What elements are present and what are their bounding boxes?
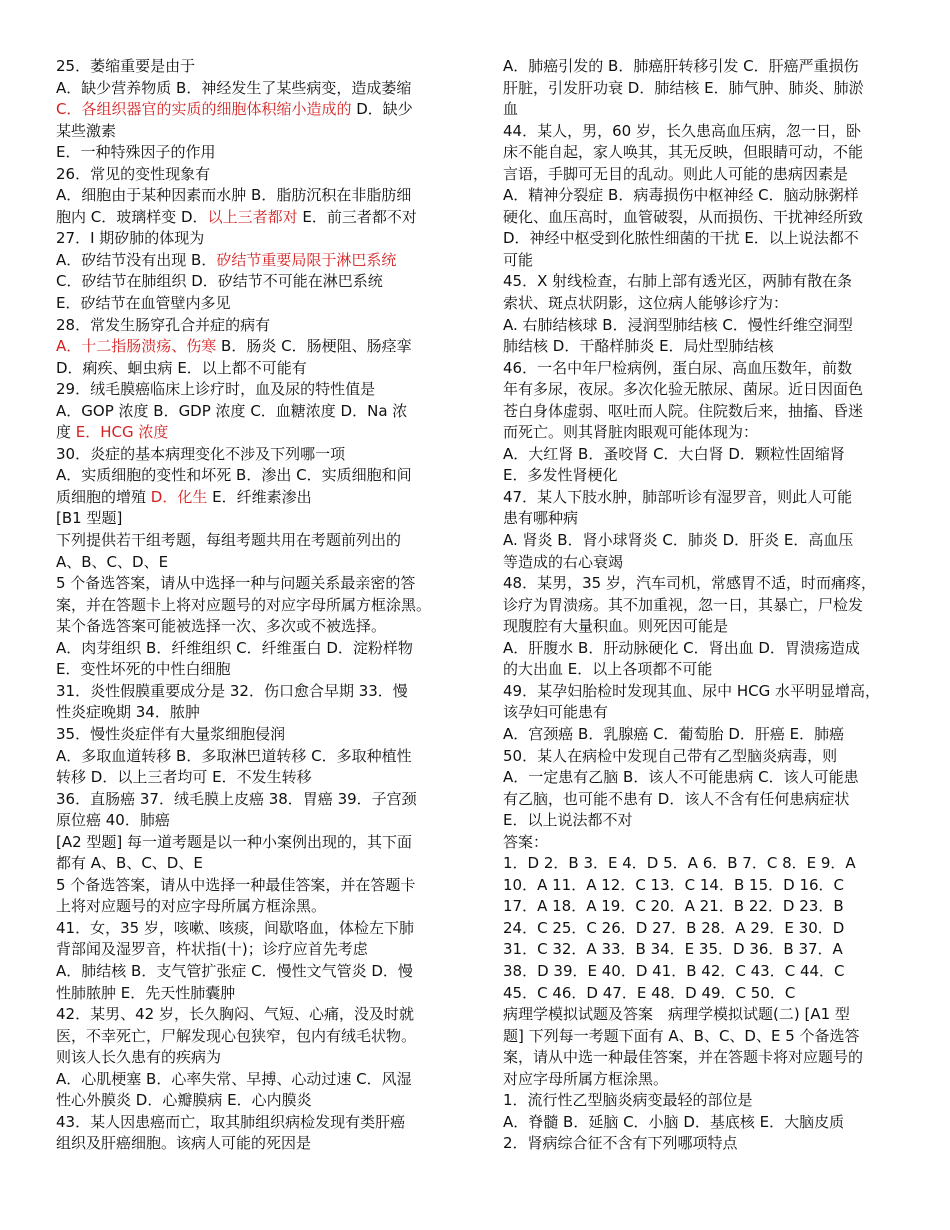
line-text: A、B、C、D、E [56,552,169,571]
line-text: 41．女，35 岁，咳嗽、咳痰，间歇咯血，体检左下肺 [56,918,414,937]
line-text: C．矽结节在肺组织 D．矽结节不可能在淋巴系统 [56,272,383,291]
text-line [56,767,452,789]
line-text: 46．一名中年尸检病例，蛋白尿、高血压数年，前数 [503,358,853,377]
highlighted-answer: E．HCG 浓度 [75,423,169,442]
line-text: A．细胞由于某种因素而水肿 B．脂肪沉积在非脂肪细 [56,186,412,205]
text-line [503,465,896,487]
line-text: 17．A 18．A 19．C 20．A 21．B 22．D 23．B [503,897,844,916]
line-text: 2．肾病综合征不含有下列哪项特点 [503,1134,738,1153]
text-line [56,1112,452,1134]
text-line [56,659,452,681]
text-line [503,487,896,509]
text-line [503,271,896,293]
text-line [56,918,452,940]
line-text: 胞内 C．玻璃样变 D． [56,207,208,226]
text-line [503,702,896,724]
line-text: 的大出血 E．以上各项都不可能 [503,660,713,679]
text-line [503,875,896,897]
text-line [56,1004,452,1026]
line-text: [B1 型题] [56,509,123,528]
line-text: 年有多尿，夜尿。多次化验无脓尿、菌尿。近日因面色 [503,380,864,399]
text-line [56,616,452,638]
text-line [56,638,452,660]
line-text: 有乙脑，也可能不患有 D．该人不含有任何患病症状 [503,789,850,808]
line-text: 38．D 39．E 40．D 41．B 42．C 43．C 44．C [503,961,845,980]
line-text: A．大红肾 B．蚤咬肾 C．大白肾 D．颗粒性固缩肾 [503,444,845,463]
text-line [56,1133,452,1155]
line-text: 45．X 射线检查，右肺上部有透光区，两肺有散在条 [503,272,853,291]
line-text: E．前三者都不对 [297,207,417,226]
line-text: 49．某孕妇胎检时发现其血、尿中 HCG 水平明显增高， [503,681,881,700]
line-text: 某个备选答案可能被选择一次、多次或不被选择。 [56,617,387,636]
text-line [503,164,896,186]
text-line [56,121,452,143]
line-text: 言语，手脚可无目的乱动。则此人可能的患病因素是 [503,164,849,183]
text-line [503,853,896,875]
text-line [56,444,452,466]
text-line [503,1026,896,1048]
line-text: 1．流行性乙型脑炎病变最轻的部位是 [503,1091,753,1110]
text-line [503,1069,896,1091]
text-line [503,552,896,574]
text-line [56,358,452,380]
highlighted-answer: C．各组织器官的实质的细胞体积缩小造成的 [56,100,352,119]
text-line [56,1026,452,1048]
line-text: 5 个备选答案，请从中选择一种与问题关系最亲密的答 [56,574,416,593]
line-text: A．肺癌引发的 B．肺癌肝转移引发 C．肝癌严重损伤 [503,57,859,75]
text-line [503,983,896,1005]
line-text: 等造成的右心衰竭 [503,552,624,571]
text-line [56,853,452,875]
text-line [56,939,452,961]
text-line [56,56,452,78]
line-text: E．矽结节在血管壁内多见 [56,294,231,313]
line-text: A．肺结核 B．支气管扩张症 C．慢性文气管炎 D．慢 [56,961,413,980]
line-text: A．宫颈癌 B．乳腺癌 C．葡萄胎 D．肝癌 E．肺癌 [503,724,845,743]
text-line [503,99,896,121]
text-line [56,164,452,186]
text-line [56,573,452,595]
text-line [503,961,896,983]
text-line [56,875,452,897]
line-text: D．痢疾、蛔虫病 E．以上都不可能有 [56,358,307,377]
text-line [503,659,896,681]
text-line [56,207,452,229]
text-line [503,832,896,854]
text-line [56,1069,452,1091]
text-line [503,358,896,380]
line-text: 则该人长久患有的疾病为 [56,1048,222,1067]
line-text: 某些激素 [56,121,117,140]
text-line [56,1047,452,1069]
text-line [56,315,452,337]
text-line [56,185,452,207]
text-line [503,681,896,703]
line-text: A．精神分裂症 B．病毒损伤中枢神经 C．脑动脉粥样 [503,186,859,205]
text-line [56,595,452,617]
text-line [56,896,452,918]
line-text: 10．A 11．A 12．C 13．C 14．B 15．D 16．C [503,875,845,894]
line-text: 背部闻及湿罗音，杵状指(十)；诊疗应首先考虑 [56,940,368,959]
line-text: 31．炎性假膜重要成分是 32．伤口愈合早期 33．慢 [56,681,408,700]
text-line [56,142,452,164]
line-text: 1．D 2．B 3．E 4．D 5．A 6．B 7．C 8．E 9．A [503,854,856,873]
line-text: A．实质细胞的变性和坏死 B．渗出 C．实质细胞和间 [56,466,412,485]
line-text: 45．C 46．D 47．E 48．D 49．C 50．C [503,983,796,1002]
line-text: A．一定患有乙脑 B．该人不可能患病 C．该人可能患 [503,768,859,787]
line-text: 性心外膜炎 D．心瓣膜病 E．心内膜炎 [56,1091,312,1110]
line-text: A．GOP 浓度 B．GDP 浓度 C．血糖浓度 D．Na 浓 [56,401,408,420]
text-line [503,789,896,811]
highlighted-answer: D．化生 [150,487,208,506]
text-line [56,724,452,746]
text-line [503,1090,896,1112]
text-line [56,789,452,811]
line-text: 28．常发生肠穿孔合并症的病有 [56,315,271,334]
line-text: 患有哪种病 [503,509,579,528]
text-line [503,228,896,250]
text-line [56,336,452,358]
line-text: 床不能自起，家人唤其，其无反映，但眼睛可动，不能 [503,143,864,162]
line-text: A．心肌梗塞 B．心率失常、早搏、心动过速 C．风湿 [56,1069,412,1088]
text-line [503,336,896,358]
text-line [503,142,896,164]
line-text: 26．常见的变性现象有 [56,164,211,183]
text-line [56,702,452,724]
highlighted-answer: 矽结节重要局限于淋巴系统 [216,250,397,269]
text-line [503,1133,896,1155]
line-text: D．神经中枢受到化脓性细菌的干扰 E．以上说法都不 [503,229,859,248]
text-line [56,487,452,509]
line-text: 题] 下列每一考题下面有 A、B、C、D、E 5 个备选答 [503,1026,860,1045]
line-text: E．多发性肾梗化 [503,466,618,485]
text-line [503,896,896,918]
text-line [56,401,452,423]
text-line [503,573,896,595]
text-line [56,99,452,121]
text-line [503,422,896,444]
text-line [503,810,896,832]
line-text: 组织及肝癌细胞。该病人可能的死因是 [56,1134,312,1153]
line-text: 索状、斑点状阴影，这位病人能够诊疗为： [503,294,789,313]
line-text: 诊疗为胃溃疡。其不加重视，忽一日，其暴亡，尸检发 [503,595,864,614]
line-text: 现腹腔有大量积血。则死因可能是 [503,617,729,636]
line-text: A．缺少营养物质 B．神经发生了某些病变，造成萎缩 [56,78,412,97]
text-line [503,939,896,961]
text-line [503,918,896,940]
text-line [503,379,896,401]
text-line [503,293,896,315]
line-text: 肺结核 D．干酪样肺炎 E．局灶型肺结核 [503,337,774,356]
line-text: A．脊髓 B．延脑 C．小脑 D．基底核 E．大脑皮质 [503,1112,845,1131]
line-text: B．肠炎 C．肠梗阻、肠痉挛 [216,337,412,356]
line-text: 而死亡。则其肾脏肉眼观可能体现为： [503,423,759,442]
line-text: 29．绒毛膜癌临床上诊疗时，血及尿的特性值是 [56,380,376,399]
text-line [503,250,896,272]
highlighted-answer: 以上三者都对 [207,207,298,226]
line-text: E．变性坏死的中性白细胞 [56,660,231,679]
line-text: 度 [56,423,76,442]
line-text: 27．I 期矽肺的体现为 [56,229,205,248]
text-line [503,78,896,100]
text-line [503,746,896,768]
line-text: 性炎症晚期 34．脓肿 [56,703,200,722]
text-line [56,832,452,854]
text-line [56,250,452,272]
text-line [56,746,452,768]
line-text: 答案： [503,832,549,851]
text-line [56,810,452,832]
line-text: 31．C 32．A 33．B 34．E 35．D 36．B 37．A [503,940,843,959]
line-text: 35．慢性炎症伴有大量浆细胞侵润 [56,724,286,743]
text-line [56,422,452,444]
text-line [56,293,452,315]
text-line [503,767,896,789]
line-text: 医，不幸死亡，尸解发现心包狭窄，包内有绒毛状物。 [56,1026,417,1045]
text-line [503,207,896,229]
text-line [56,961,452,983]
text-line [503,530,896,552]
text-line [56,681,452,703]
right-text-column [503,56,896,1155]
highlighted-answer: A．十二指肠溃疡、伤寒 [56,337,217,356]
text-line [56,508,452,530]
text-line [503,444,896,466]
line-text: 43．某人因患癌而亡，取其肺组织病检发现有类肝癌 [56,1112,406,1131]
text-line [56,78,452,100]
line-text: 性肺脓肿 E．先天性肺囊肿 [56,983,236,1002]
line-text: 24．C 25．C 26．D 27．B 28．A 29．E 30．D [503,918,845,937]
line-text: E．一种特殊因子的作用 [56,143,216,162]
line-text: D．缺少 [351,100,413,119]
line-text: 该孕妇可能患有 [503,703,609,722]
text-line [503,616,896,638]
line-text: 苍白身体虚弱、呕吐而人院。住院数后来，抽搐、昏迷 [503,401,864,420]
line-text: 案，并在答题卡上将对应题号的对应字母所属方框涂黑。 [56,595,432,614]
line-text: 下列提供若干组考题，每组考题共用在考题前列出的 [56,531,402,550]
line-text: 对应字母所属方框涂黑。 [503,1069,669,1088]
line-text: 质细胞的增殖 [56,487,151,506]
line-text: 30．炎症的基本病理变化不涉及下列哪一项 [56,444,346,463]
text-line [503,56,896,78]
line-text: 病理学模拟试题及答案 病理学模拟试题(二) [A1 型 [503,1005,850,1024]
text-line [56,228,452,250]
line-text: E．纤维素渗出 [207,487,312,506]
line-text: 25．萎缩重要是由于 [56,57,196,75]
line-text: 50．某人在病检中发现自己带有乙型脑炎病毒，则 [503,746,838,765]
line-text: A. 肾炎 B．肾小球肾炎 C．肺炎 D．肝炎 E．高血压 [503,531,854,550]
text-line [56,271,452,293]
line-text: 硬化、血压高时，血管破裂，从而损伤、干扰神经所致 [503,207,864,226]
text-line [56,552,452,574]
text-line [56,530,452,552]
line-text: 36．直肠癌 37．绒毛膜上皮癌 38．胃癌 39．子宫颈 [56,789,417,808]
text-line [56,983,452,1005]
text-line [503,185,896,207]
line-text: A．肉芽组织 B．纤维组织 C．纤维蛋白 D．淀粉样物 [56,638,413,657]
line-text: 5 个备选答案，请从中选择一种最佳答案，并在答题卡 [56,875,416,894]
text-line [503,1112,896,1134]
text-line [56,465,452,487]
line-text: A．多取血道转移 B．多取淋巴道转移 C．多取种植性 [56,746,412,765]
text-line [503,315,896,337]
text-line [503,1004,896,1026]
text-line [503,508,896,530]
line-text: 47．某人下肢水肿，肺部听诊有湿罗音，则此人可能 [503,487,853,506]
text-line [56,379,452,401]
line-text: 血 [503,100,519,119]
line-text: 42．某男、42 岁，长久胸闷、气短、心痛，没及时就 [56,1005,414,1024]
text-line [56,1090,452,1112]
line-text: 都有 A、B、C、D、E [56,854,203,873]
line-text: 肝脏，引发肝功衰 D．肺结核 E．肺气肿、肺炎、肺淤 [503,78,864,97]
text-line [503,724,896,746]
text-line [503,638,896,660]
text-line [503,595,896,617]
line-text: 上将对应题号的对应字母所属方框涂黑。 [56,897,327,916]
line-text: A．矽结节没有出现 B． [56,250,217,269]
line-text: A．肝腹水 B．肝动脉硬化 C．肾出血 D．胃溃疡造成 [503,638,860,657]
text-line [503,1047,896,1069]
line-text: 44．某人，男，60 岁，长久患高血压病，忽一日，卧 [503,121,861,140]
line-text: E．以上说法都不对 [503,811,633,830]
text-line [503,401,896,423]
line-text: 案，请从中选一种最佳答案，并在答题卡将对应题号的 [503,1048,864,1067]
line-text: 可能 [503,250,534,269]
text-line [503,121,896,143]
line-text: 48．某男，35 岁，汽车司机，常感胃不适，时而痛疼， [503,574,876,593]
line-text: 转移 D．以上三者均可 E．不发生转移 [56,768,312,787]
line-text: 原位癌 40．肺癌 [56,811,170,830]
line-text: [A2 型题] 每一道考题是以一种小案例出现的，其下面 [56,832,413,851]
left-text-column [56,56,452,1155]
line-text: A. 右肺结核球 B．浸润型肺结核 C．慢性纤维空洞型 [503,315,853,334]
